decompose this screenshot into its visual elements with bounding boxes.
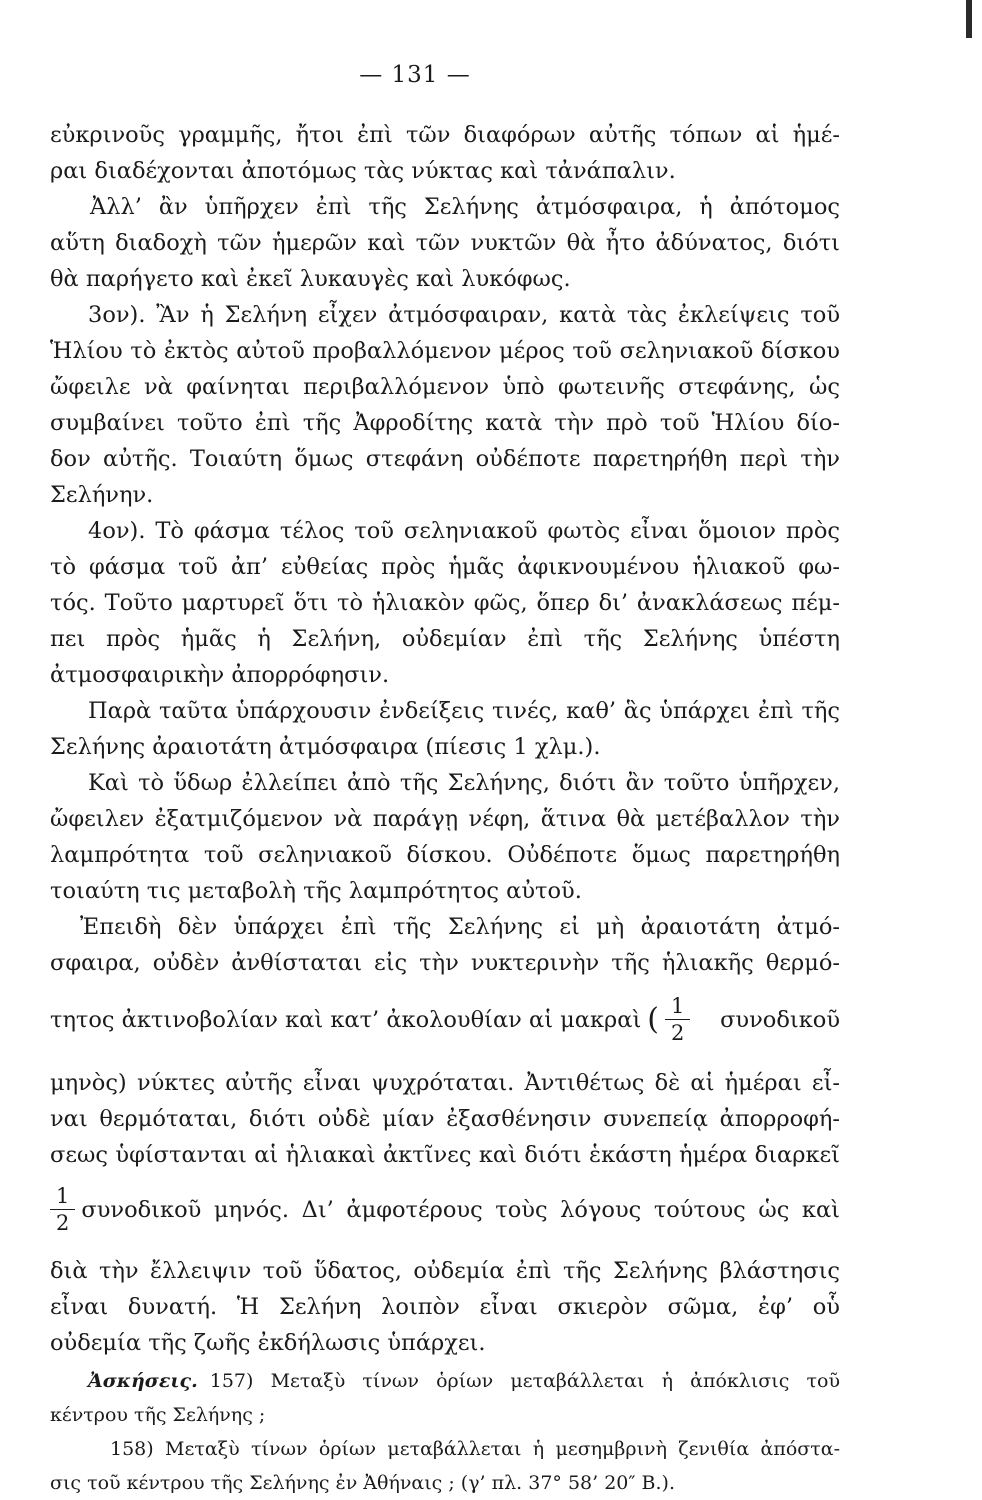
text-line-25-before: τητος ἀκτινοβολίαν καὶ κατ’ ἀκολουθίαν αἱ μακραὶ — [50, 1007, 642, 1033]
text-line-25 — [50, 990, 840, 1050]
fraction-one-half — [665, 996, 690, 1044]
text-line-2: ραι διαδέχονται ἀποτόμως τὰς νύκτας καὶ τἀνάπαλιν. — [50, 158, 676, 184]
fraction-one-half-2 — [50, 1186, 75, 1234]
text-line-7: Ἡλίου τὸ ἐκτὸς αὐτοῦ προβαλλόμενον μέρος τοῦ σεληνιακοῦ δίσκου — [50, 338, 840, 364]
text-line-14: τός. Τοῦτο μαρτυρεῖ ὅτι τὸ ἡλιακὸν φῶς, ὅπερ δι’ ἀνακλάσεως πέμ- — [50, 590, 840, 616]
text-line-28: σεως ὑφίστανται αἱ ἡλιακαὶ ἀκτῖνες καὶ διότι ἑκάστη ἡμέρα διαρκεῖ — [50, 1142, 840, 1168]
page-number: — 131 — — [359, 62, 471, 88]
text-line-13: τὸ φάσμα τοῦ ἀπ’ εὐθείας πρὸς ἡμᾶς ἀφικνουμένου ἡλιακοῦ φω- — [50, 554, 840, 580]
text-line-16: ἀτμοσφαιρικὴν ἀπορρόφησιν. — [50, 662, 390, 688]
exercises-label: Ἀσκήσεις. — [88, 1370, 198, 1392]
text-line-4: αὕτη διαδοχὴ τῶν ἡμερῶν καὶ τῶν νυκτῶν θὰ ἦτο ἀδύνατος, διότι — [50, 230, 840, 256]
exercise-157 — [88, 1364, 840, 1398]
fraction-numerator: 1 — [665, 996, 690, 1020]
open-parenthesis: ( — [647, 1002, 660, 1037]
exercise-158: 158) Μεταξὺ τίνων ὁρίων μεταβάλλεται ἡ μεσημβρινὴ ζενιθία ἀπόστα- — [110, 1438, 840, 1460]
page-edge-mark — [966, 0, 972, 38]
text-line-23: Ἐπειδὴ δὲν ὑπάρχει ἐπὶ τῆς Σελήνης εἰ μὴ ἀραιοτάτη ἀτμό- — [80, 914, 840, 940]
text-line-5: θὰ παρήγετο καὶ ἐκεῖ λυκαυγὲς καὶ λυκόφως. — [50, 266, 571, 292]
exercise-157-text: 157) Μεταξὺ τίνων ὁρίων μεταβάλλεται ἡ ἀπόκλισις τοῦ — [209, 1370, 840, 1392]
text-line-8: ὤφειλε νὰ φαίνηται περιβαλλόμενον ὑπὸ φωτεινῆς στεφάνης, ὡς — [50, 374, 840, 400]
text-line-21: λαμπρότητα τοῦ σεληνιακοῦ δίσκου. Οὐδέποτε ὅμως παρετηρήθη — [50, 842, 840, 868]
text-line-9: συμβαίνει τοῦτο ἐπὶ τῆς Ἀφροδίτης κατὰ τὴν πρὸ τοῦ Ἡλίου δίο- — [50, 410, 840, 436]
text-line-26: μηνὸς) νύκτες αὐτῆς εἶναι ψυχρόταται. Ἀντιθέτως δὲ αἱ ἡμέραι εἶ- — [50, 1070, 840, 1096]
text-line-31: εἶναι δυνατή. Ἡ Σελήνη λοιπὸν εἶναι σκιερὸν σῶμα, ἐφ’ οὗ — [50, 1294, 840, 1320]
text-line-17: Παρὰ ταῦτα ὑπάρχουσιν ἐνδείξεις τινές, καθ’ ἃς ὑπάρχει ἐπὶ τῆς — [88, 698, 840, 724]
text-line-19: Καὶ τὸ ὕδωρ ἐλλείπει ἀπὸ τῆς Σελήνης, διότι ἂν τοῦτο ὑπῆρχεν, — [88, 770, 840, 796]
text-line-12: 4ον). Τὸ φάσμα τέλος τοῦ σεληνιακοῦ φωτὸς εἶναι ὅμοιον πρὸς — [88, 518, 840, 544]
text-line-25-after: συνοδικοῦ — [720, 1007, 840, 1033]
text-line-29-after: συνοδικοῦ μηνός. Δι’ ἀμφοτέρους τοὺς λόγους τούτους ὡς καὶ — [81, 1197, 840, 1223]
exercise-158-cont: σις τοῦ κέντρου τῆς Σελήνης ἐν Ἀθήναις ; (γ’ πλ. 37° 58’ 20″ Β.). — [50, 1472, 675, 1494]
text-line-6: 3ον). Ἂν ἡ Σελήνη εἶχεν ἀτμόσφαιραν, κατὰ τὰς ἐκλείψεις τοῦ — [88, 302, 840, 328]
text-line-30: διὰ τὴν ἔλλειψιν τοῦ ὕδατος, οὐδεμία ἐπὶ τῆς Σελήνης βλάστησις — [50, 1258, 840, 1284]
text-line-15: πει πρὸς ἡμᾶς ἡ Σελήνη, οὐδεμίαν ἐπὶ τῆς Σελήνης ὑπέστη — [50, 626, 840, 652]
text-line-20: ὤφειλεν ἐξατμιζόμενον νὰ παράγῃ νέφη, ἅτινα θὰ μετέβαλλον τὴν — [50, 806, 840, 832]
fraction-denominator: 2 — [671, 1021, 685, 1045]
text-line-3: Ἀλλ’ ἂν ὑπῆρχεν ἐπὶ τῆς Σελήνης ἀτμόσφαιρα, ἡ ἀπότομος — [90, 194, 840, 220]
text-line-24: σφαιρα, οὐδὲν ἀνθίσταται εἰς τὴν νυκτερινὴν τῆς ἡλιακῆς θερμό- — [50, 950, 840, 976]
text-line-18: Σελήνης ἀραιοτάτη ἀτμόσφαιρα (πίεσις 1 χλμ.). — [50, 734, 601, 760]
fraction-denominator-2: 2 — [56, 1211, 70, 1235]
text-line-29 — [50, 1180, 840, 1240]
text-line-32: οὐδεμία τῆς ζωῆς ἐκδήλωσις ὑπάρχει. — [50, 1330, 486, 1356]
text-line-22: τοιαύτη τις μεταβολὴ τῆς λαμπρότητος αὐτοῦ. — [50, 878, 582, 904]
text-line-1: εὐκρινοῦς γραμμῆς, ἤτοι ἐπὶ τῶν διαφόρων αὐτῆς τόπων αἱ ἡμέ- — [50, 122, 840, 148]
fraction-numerator-2: 1 — [50, 1186, 75, 1210]
text-line-10: δον αὐτῆς. Τοιαύτη ὅμως στεφάνη οὐδέποτε παρετηρήθη περὶ τὴν — [50, 446, 840, 472]
text-line-11: Σελήνην. — [50, 482, 154, 508]
text-line-27: ναι θερμόταται, διότι οὐδὲ μίαν ἐξασθένησιν συνεπείᾳ ἀπορροφή- — [50, 1106, 840, 1132]
exercise-157-cont: κέντρου τῆς Σελήνης ; — [50, 1404, 266, 1426]
